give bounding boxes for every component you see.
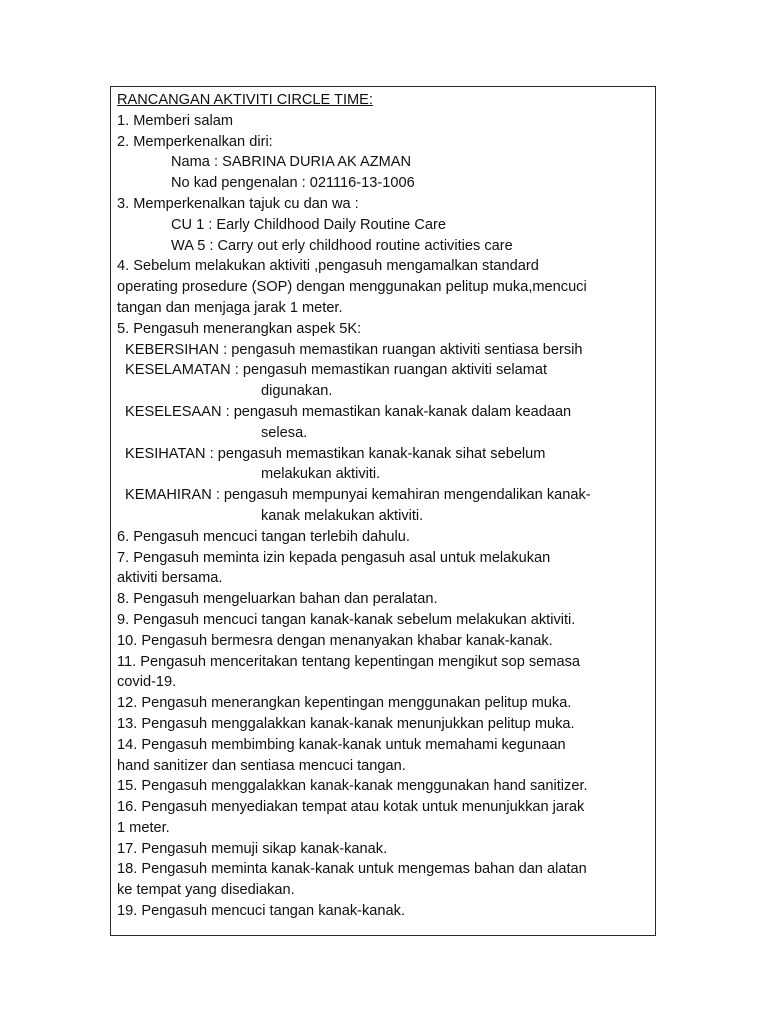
- text-line: 17. Pengasuh memuji sikap kanak-kanak.: [117, 840, 388, 857]
- text-line: 16. Pengasuh menyediakan tempat atau kotak untuk menunjukkan jarak: [117, 799, 585, 816]
- text-line: KESELESAAN : pengasuh memastikan kanak-kanak dalam keadaan: [125, 403, 572, 420]
- text-line: 13. Pengasuh menggalakkan kanak-kanak menunjukkan pelitup muka.: [117, 715, 575, 732]
- text-line: 8. Pengasuh mengeluarkan bahan dan peralatan.: [117, 591, 438, 608]
- text-line: kanak melakukan aktiviti.: [261, 507, 424, 524]
- text-line: 11. Pengasuh menceritakan tentang kepentingan mengikut sop semasa: [117, 653, 580, 670]
- text-line: 19. Pengasuh mencuci tangan kanak-kanak.: [117, 903, 406, 920]
- text-line: operating prosedure (SOP) dengan menggunakan pelitup muka,mencuci: [117, 279, 587, 296]
- text-line: tangan dan menjaga jarak 1 meter.: [117, 299, 343, 316]
- document-box: [110, 86, 656, 936]
- text-line: 12. Pengasuh menerangkan kepentingan menggunakan pelitup muka.: [117, 695, 572, 712]
- text-line: aktiviti bersama.: [117, 570, 223, 587]
- text-line: digunakan.: [261, 383, 333, 400]
- text-line: KESELAMATAN : pengasuh memastikan ruangan aktiviti selamat: [125, 362, 548, 379]
- text-line: 2. Memperkenalkan diri:: [117, 133, 273, 150]
- text-line: hand sanitizer dan sentiasa mencuci tangan.: [117, 757, 406, 774]
- text-line: Nama : SABRINA DURIA AK AZMAN: [171, 154, 412, 171]
- text-line: 10. Pengasuh bermesra dengan menanyakan khabar kanak-kanak.: [117, 632, 553, 649]
- text-line: selesa.: [261, 424, 308, 441]
- text-line: 3. Memperkenalkan tajuk cu dan wa :: [117, 195, 359, 212]
- text-line: ke tempat yang disediakan.: [117, 882, 295, 899]
- text-line: covid-19.: [117, 674, 177, 691]
- text-line: 7. Pengasuh meminta izin kepada pengasuh asal untuk melakukan: [117, 549, 551, 566]
- text-line: 1 meter.: [117, 819, 170, 836]
- text-line: 18. Pengasuh meminta kanak-kanak untuk mengemas bahan dan alatan: [117, 861, 587, 878]
- text-line: WA 5 : Carry out erly childhood routine activities care: [171, 237, 513, 254]
- text-line: 14. Pengasuh membimbing kanak-kanak untuk memahami kegunaan: [117, 736, 566, 753]
- text-line: 6. Pengasuh mencuci tangan terlebih dahulu.: [117, 528, 410, 545]
- text-line: 5. Pengasuh menerangkan aspek 5K:: [117, 320, 362, 337]
- text-line: 15. Pengasuh menggalakkan kanak-kanak menggunakan hand sanitizer.: [117, 778, 588, 795]
- text-line: 1. Memberi salam: [117, 112, 233, 129]
- text-line: KEBERSIHAN : pengasuh memastikan ruangan aktiviti sentiasa bersih: [125, 341, 583, 358]
- text-line: melakukan aktiviti.: [261, 466, 381, 483]
- text-line: 9. Pengasuh mencuci tangan kanak-kanak sebelum melakukan aktiviti.: [117, 611, 576, 628]
- text-line: No kad pengenalan : 021116-13-1006: [171, 175, 415, 192]
- text-line: 4. Sebelum melakukan aktiviti ,pengasuh mengamalkan standard: [117, 258, 539, 275]
- document-title: RANCANGAN AKTIVITI CIRCLE TIME:: [117, 92, 373, 108]
- text-line: KEMAHIRAN : pengasuh mempunyai kemahiran mengendalikan kanak-: [125, 487, 591, 504]
- text-line: KESIHATAN : pengasuh memastikan kanak-kanak sihat sebelum: [125, 445, 546, 462]
- text-line: CU 1 : Early Childhood Daily Routine Care: [171, 216, 446, 233]
